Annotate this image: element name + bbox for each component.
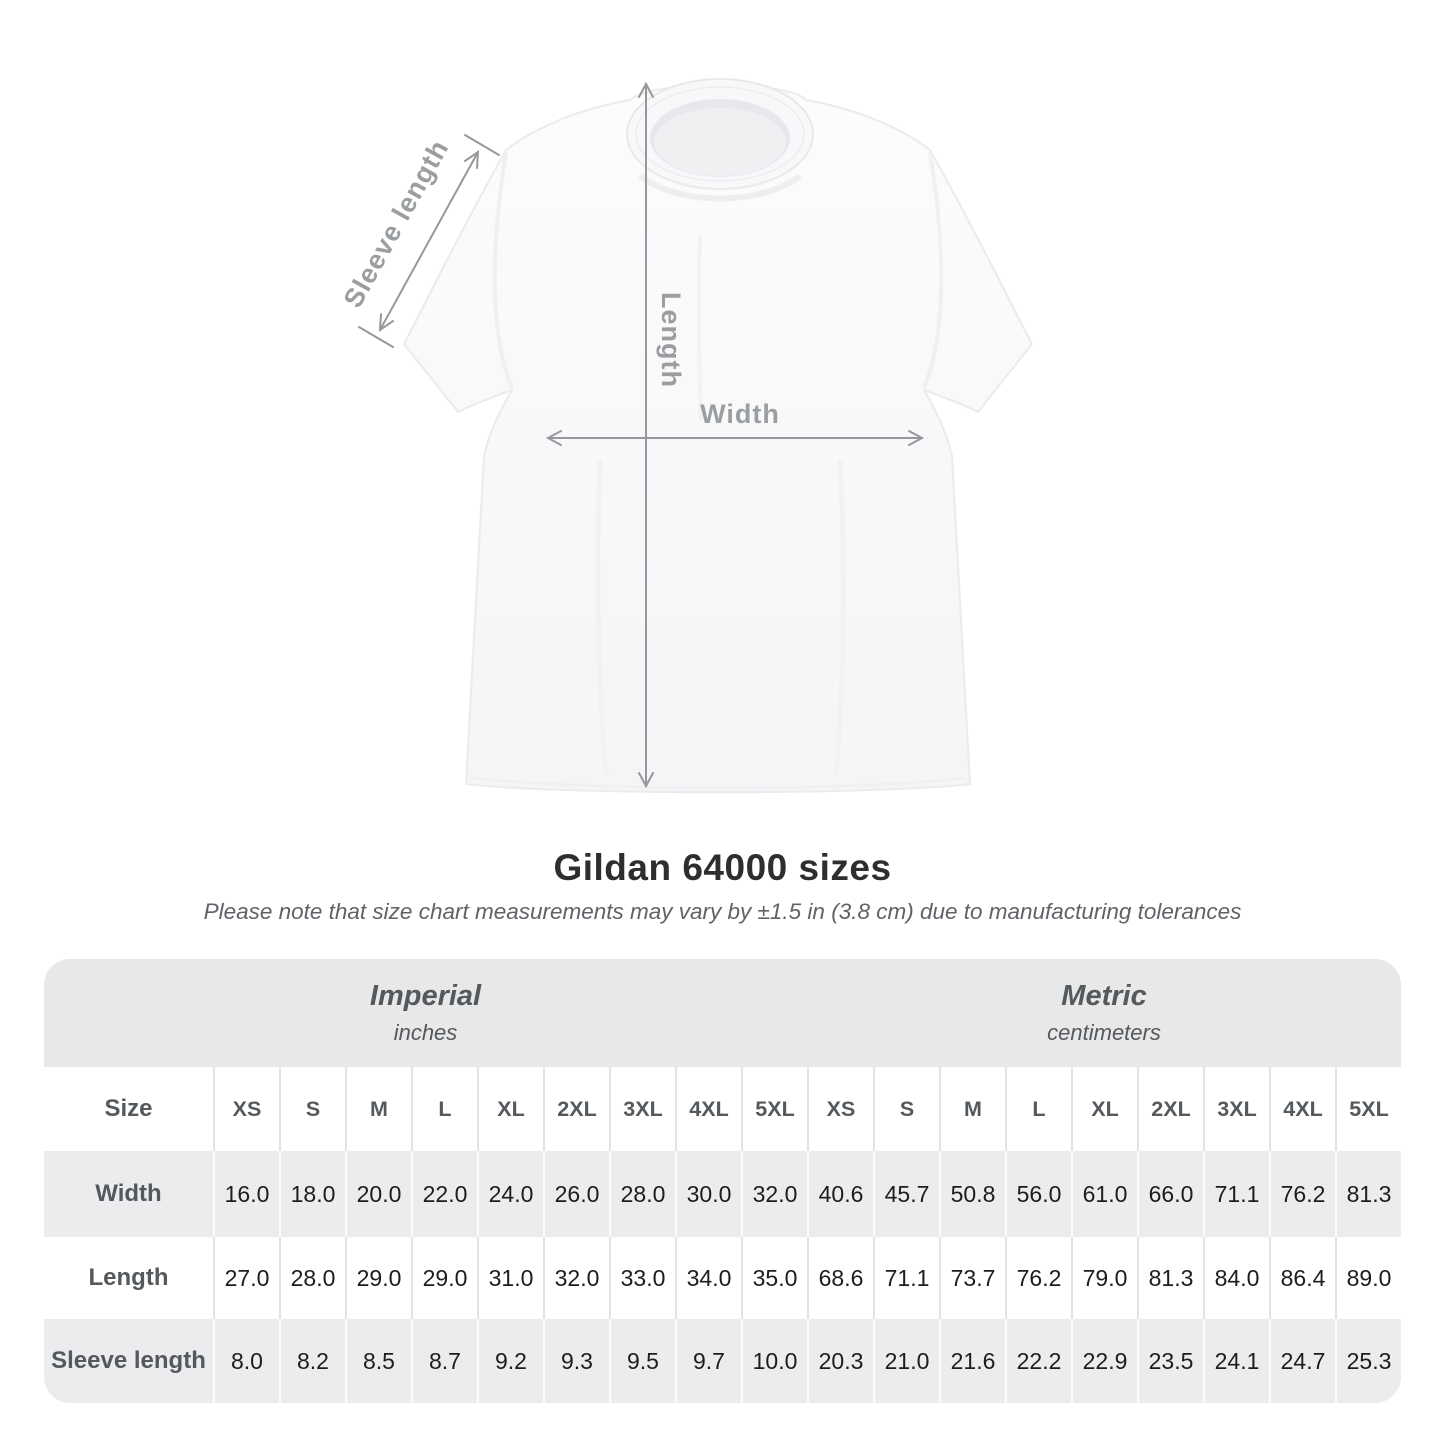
imperial-unit-label: inches [393,1020,458,1045]
size-chart-grid [44,1067,1401,1403]
metric-value-cell: 81.3 [1335,1151,1401,1237]
metric-size-col-header: 5XL [1335,1067,1401,1151]
imperial-value-cell: 8.0 [213,1319,279,1403]
metric-value-cell: 23.5 [1137,1319,1203,1403]
row-label: Sleeve length [44,1319,213,1403]
imperial-value-cell: 29.0 [345,1237,411,1319]
imperial-value-cell: 9.7 [675,1319,741,1403]
imperial-size-col-header: M [345,1067,411,1151]
metric-value-cell: 76.2 [1269,1151,1335,1237]
metric-value-cell: 21.0 [873,1319,939,1403]
imperial-value-cell: 9.3 [543,1319,609,1403]
imperial-header-label: Imperial [369,980,482,1012]
metric-value-cell: 50.8 [939,1151,1005,1237]
metric-value-cell: 89.0 [1335,1237,1401,1319]
imperial-value-cell: 16.0 [213,1151,279,1237]
imperial-value-cell: 8.5 [345,1319,411,1403]
imperial-value-cell: 28.0 [279,1237,345,1319]
metric-value-cell: 79.0 [1071,1237,1137,1319]
imperial-value-cell: 9.5 [609,1319,675,1403]
imperial-value-cell: 18.0 [279,1151,345,1237]
imperial-value-cell: 32.0 [543,1237,609,1319]
tolerance-note: Please note that size chart measurements may vary by ±1.5 in (3.8 cm) due to manufacturing tolerances [203,899,1242,924]
imperial-value-cell: 10.0 [741,1319,807,1403]
imperial-value-cell: 22.0 [411,1151,477,1237]
metric-size-col-header: XS [807,1067,873,1151]
sleeve-length-label: Sleeve length [337,134,455,313]
imperial-size-col-header: 5XL [741,1067,807,1151]
metric-size-col-header: 3XL [1203,1067,1269,1151]
imperial-value-cell: 35.0 [741,1237,807,1319]
metric-value-cell: 24.1 [1203,1319,1269,1403]
imperial-value-cell: 34.0 [675,1237,741,1319]
metric-value-cell: 73.7 [939,1237,1005,1319]
imperial-value-cell: 26.0 [543,1151,609,1237]
imperial-size-col-header: S [279,1067,345,1151]
imperial-size-col-header: 2XL [543,1067,609,1151]
imperial-value-cell: 33.0 [609,1237,675,1319]
length-label: Length [656,292,686,388]
metric-value-cell: 86.4 [1269,1237,1335,1319]
metric-value-cell: 71.1 [873,1237,939,1319]
imperial-value-cell: 32.0 [741,1151,807,1237]
metric-size-col-header: 2XL [1137,1067,1203,1151]
metric-value-cell: 68.6 [807,1237,873,1319]
imperial-value-cell: 29.0 [411,1237,477,1319]
tshirt-graphic [404,79,1032,792]
metric-size-col-header: XL [1071,1067,1137,1151]
metric-value-cell: 25.3 [1335,1319,1401,1403]
metric-value-cell: 45.7 [873,1151,939,1237]
metric-size-col-header: 4XL [1269,1067,1335,1151]
imperial-size-col-header: L [411,1067,477,1151]
imperial-value-cell: 20.0 [345,1151,411,1237]
metric-value-cell: 71.1 [1203,1151,1269,1237]
imperial-value-cell: 31.0 [477,1237,543,1319]
imperial-header-group [44,959,807,1067]
metric-value-cell: 20.3 [807,1319,873,1403]
imperial-size-col-header: XL [477,1067,543,1151]
metric-value-cell: 22.9 [1071,1319,1137,1403]
metric-unit-label: centimeters [1047,1020,1161,1045]
imperial-size-col-header: 4XL [675,1067,741,1151]
metric-value-cell: 22.2 [1005,1319,1071,1403]
metric-header-group [807,959,1401,1067]
size-corner-header: Size [104,1095,153,1122]
width-label: Width [700,399,780,429]
size-chart-table [44,959,1401,1403]
metric-value-cell: 61.0 [1071,1151,1137,1237]
metric-header-label: Metric [1061,980,1147,1012]
page-title: Gildan 64000 sizes [553,847,892,888]
imperial-value-cell: 8.2 [279,1319,345,1403]
metric-size-col-header: L [1005,1067,1071,1151]
imperial-value-cell: 28.0 [609,1151,675,1237]
imperial-size-col-header: XS [213,1067,279,1151]
metric-value-cell: 84.0 [1203,1237,1269,1319]
row-label: Width [44,1151,213,1237]
metric-size-col-header: M [939,1067,1005,1151]
imperial-value-cell: 8.7 [411,1319,477,1403]
imperial-value-cell: 9.2 [477,1319,543,1403]
imperial-size-col-header: 3XL [609,1067,675,1151]
metric-value-cell: 76.2 [1005,1237,1071,1319]
metric-value-cell: 21.6 [939,1319,1005,1403]
metric-value-cell: 66.0 [1137,1151,1203,1237]
metric-size-col-header: S [873,1067,939,1151]
row-label: Length [88,1264,169,1291]
imperial-value-cell: 30.0 [675,1151,741,1237]
imperial-value-cell: 24.0 [477,1151,543,1237]
metric-value-cell: 81.3 [1137,1237,1203,1319]
metric-value-cell: 40.6 [807,1151,873,1237]
imperial-value-cell: 27.0 [213,1237,279,1319]
unit-header-band [44,959,1401,1067]
metric-value-cell: 56.0 [1005,1151,1071,1237]
metric-value-cell: 24.7 [1269,1319,1335,1403]
